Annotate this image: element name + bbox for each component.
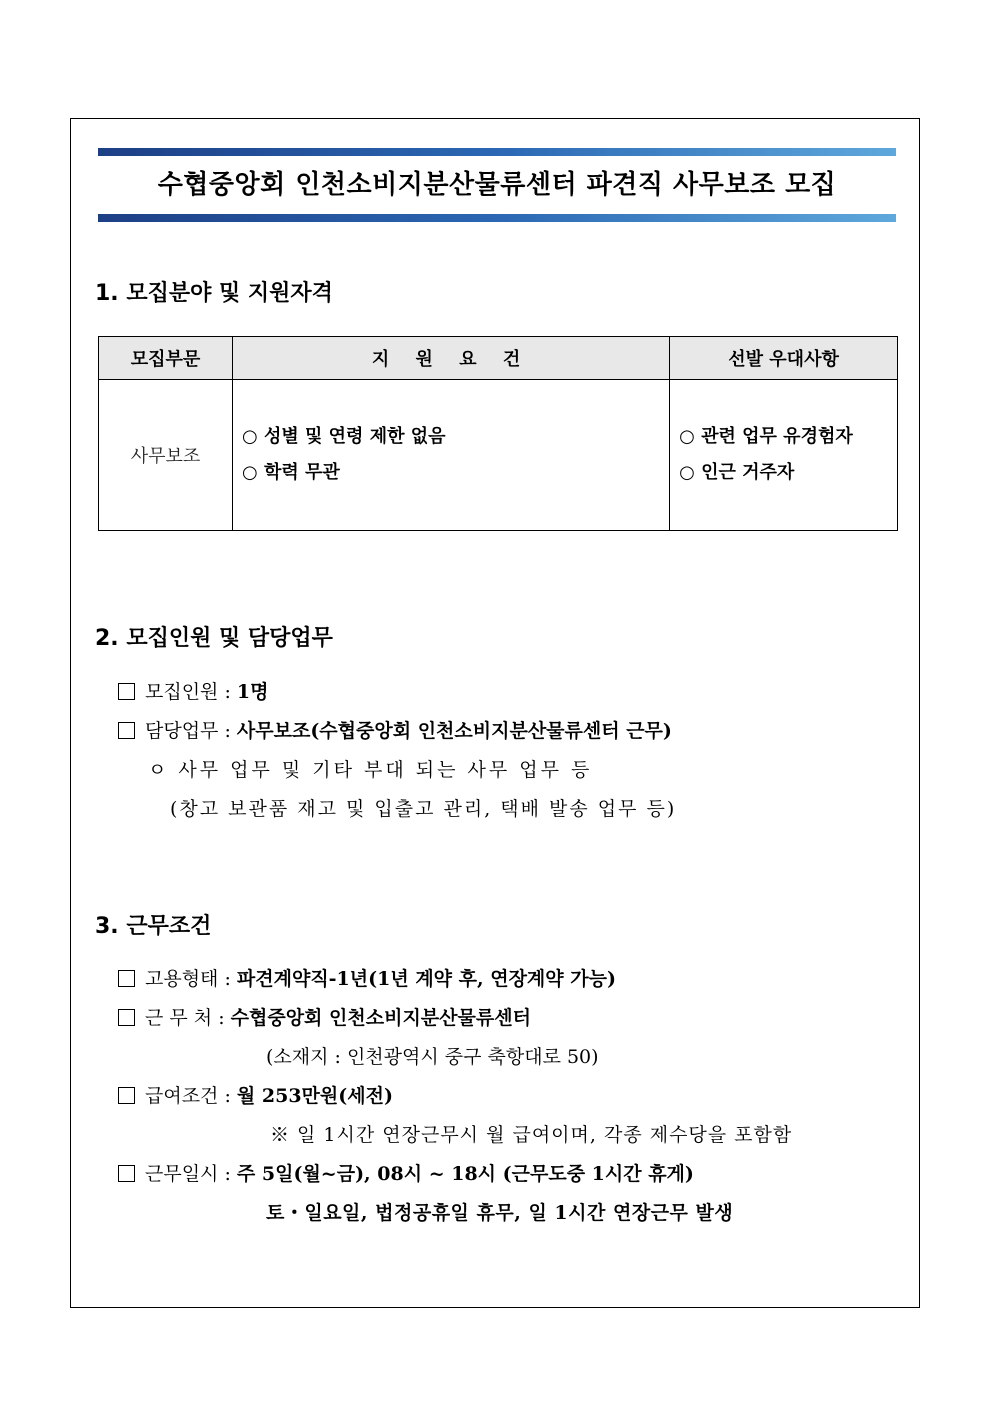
header-preferences: 선발 우대사항 xyxy=(670,337,898,380)
hours-label: 근무일시 xyxy=(145,1163,219,1185)
employment-value: 파견계약직-1년(1년 계약 후, 연장계약 가능) xyxy=(236,968,616,990)
checkbox-icon xyxy=(118,1087,135,1104)
requirements-table xyxy=(98,336,898,531)
headcount-label: 모집인원 xyxy=(145,681,219,703)
workplace-value: 수협중앙회 인천소비지분산물류센터 xyxy=(230,1007,531,1029)
title-bar-bottom xyxy=(98,214,896,222)
workplace-address: (소재지 : 인천광역시 중구 축항대로 50) xyxy=(266,1046,599,1068)
hours-value: 주 5일(월~금), 08시 ~ 18시 (근무도중 1시간 휴게) xyxy=(236,1163,694,1185)
header-requirements: 지 원 요 건 xyxy=(233,337,670,380)
title-bar-top xyxy=(98,148,896,156)
checkbox-icon xyxy=(118,970,135,987)
employment-label: 고용형태 xyxy=(145,968,219,990)
duty-detail-2: (창고 보관품 재고 및 입출고 관리, 택배 발송 업무 등) xyxy=(170,798,677,820)
checkbox-icon xyxy=(118,722,135,739)
duty-line: 담당업무 : 사무보조(수협중앙회 인천소비지분산물류센터 근무) xyxy=(118,716,672,743)
checkbox-icon xyxy=(118,1165,135,1182)
duty-value: 사무보조(수협중앙회 인천소비지분산물류센터 근무) xyxy=(236,720,672,742)
header-category: 모집부문 xyxy=(99,337,233,380)
hours-note: 토・일요일, 법정공휴일 휴무, 일 1시간 연장근무 발생 xyxy=(266,1202,734,1224)
requirement-item: ○ 학력 무관 xyxy=(242,462,340,483)
headcount-line: 모집인원 : 1명 xyxy=(118,677,268,704)
duty-detail: ㅇ 사무 업무 및 기타 부대 되는 사무 업무 등 xyxy=(148,759,593,781)
checkbox-icon xyxy=(118,1009,135,1026)
category-cell: 사무보조 xyxy=(99,380,233,531)
section1-heading: 1. 모집분야 및 지원자격 xyxy=(95,281,333,306)
preference-item: ○ 인근 거주자 xyxy=(679,462,795,483)
section3-heading: 3. 근무조건 xyxy=(95,914,212,939)
workplace-line: 근 무 처 : 수협중앙회 인천소비지분산물류센터 xyxy=(118,1003,531,1030)
hours-line: 근무일시 : 주 5일(월~금), 08시 ~ 18시 (근무도중 1시간 휴게) xyxy=(118,1159,694,1186)
salary-note: ※ 일 1시간 연장근무시 월 급여이며, 각종 제수당을 포함함 xyxy=(270,1124,793,1146)
section2-heading: 2. 모집인원 및 담당업무 xyxy=(95,626,333,651)
salary-line: 급여조건 : 월 253만원(세전) xyxy=(118,1081,393,1108)
checkbox-icon xyxy=(118,683,135,700)
table-row xyxy=(99,380,898,531)
workplace-label: 근 무 처 xyxy=(145,1007,213,1029)
requirement-item: ○ 성별 및 연령 제한 없음 xyxy=(242,426,446,447)
salary-value: 월 253만원(세전) xyxy=(236,1085,393,1107)
preferences-cell xyxy=(670,380,898,531)
table-header-row xyxy=(99,337,898,380)
headcount-value: 1명 xyxy=(236,681,269,703)
preference-item: ○ 관련 업무 유경험자 xyxy=(679,426,853,447)
salary-label: 급여조건 xyxy=(145,1085,219,1107)
duty-label: 담당업무 xyxy=(145,720,219,742)
employment-line: 고용형태 : 파견계약직-1년(1년 계약 후, 연장계약 가능) xyxy=(118,964,616,991)
requirements-cell xyxy=(233,380,670,531)
page-title: 수협중앙회 인천소비지분산물류센터 파견직 사무보조 모집 xyxy=(157,170,837,200)
